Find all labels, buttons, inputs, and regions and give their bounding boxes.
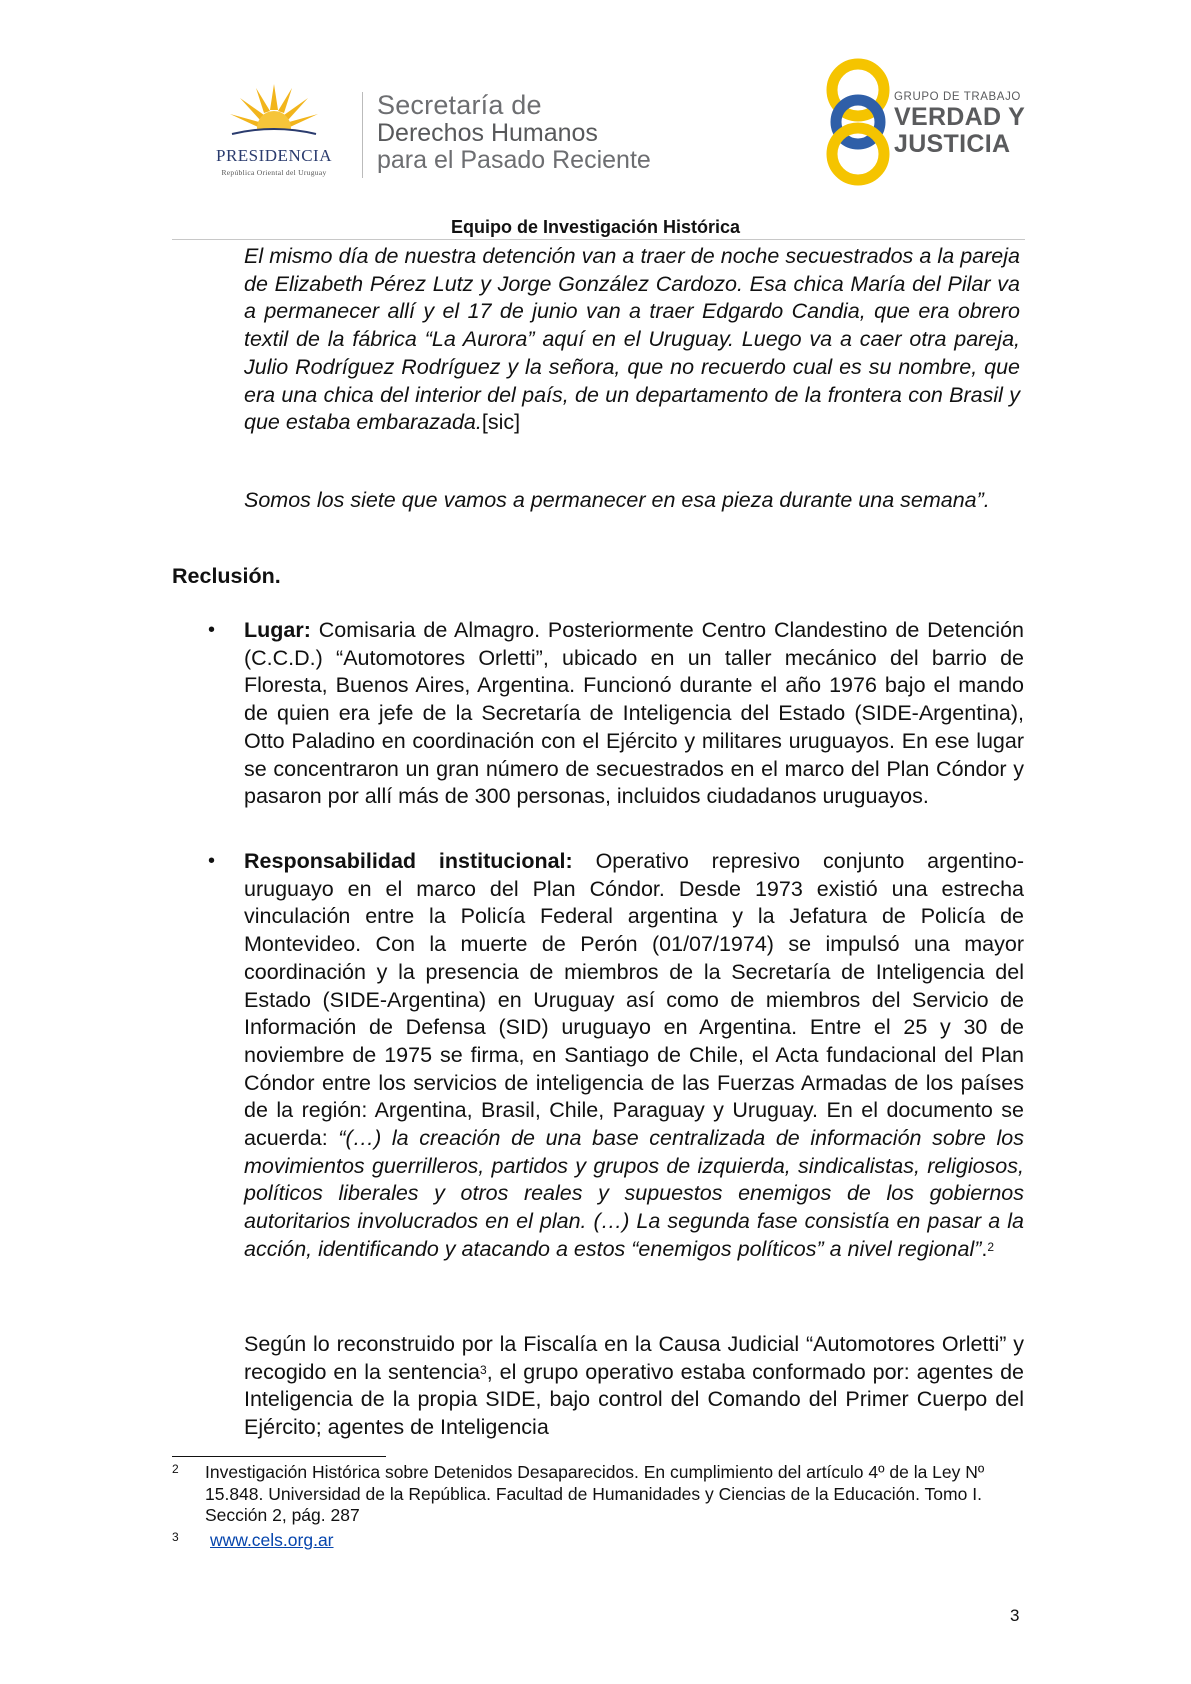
secretaria-line1: Secretaría de: [377, 90, 542, 120]
footnote-number: 3: [172, 1530, 179, 1544]
verdad-justicia-logo: [822, 56, 1042, 186]
quote-end: .: [981, 1236, 988, 1261]
secretaria-title: [377, 90, 651, 174]
secretaria-line2: Derechos Humanos: [377, 119, 598, 147]
footnote-2-text: Investigación Histórica sobre Detenidos Desaparecidos. En cumplimiento del artículo 4º de la Ley Nº 15.848. Universidad de la República. Facultad de Humanidades y Ciencias de la Educación. Tomo I. Sección 2, pág. 287: [205, 1462, 985, 1525]
bullet-marker: •: [208, 619, 216, 641]
presidencia-subtitle: República Oriental del Uruguay: [221, 168, 327, 177]
bullet-marker: •: [208, 850, 216, 872]
presidencia-wordmark: PRESIDENCIA: [215, 146, 332, 165]
gtvj-line1: GRUPO DE TRABAJO: [894, 91, 1021, 103]
footnote-ref-2[interactable]: 2: [987, 1239, 995, 1254]
bullet-lugar: [244, 617, 1024, 811]
bullet-responsabilidad: [244, 848, 1024, 1264]
quote-paragraph-1: [244, 243, 1020, 437]
responsabilidad-label: Responsabilidad institucional:: [244, 849, 573, 873]
gtvj-line2: VERDAD Y: [894, 103, 1026, 131]
orletti-paragraph: [244, 1331, 1024, 1442]
cels-link[interactable]: www.cels.org.ar: [210, 1530, 334, 1550]
presidencia-logo: [196, 80, 356, 180]
footnote-3-text: [210, 1530, 1030, 1552]
footnote-separator: [172, 1456, 386, 1457]
orletti-text-a: Según lo reconstruido por la Fiscalía en la Causa Judicial “Automotores Orletti” y recogido en la sentencia: [244, 1332, 1024, 1384]
page-number: 3: [1010, 1606, 1020, 1625]
quote-text-1: El mismo día de nuestra detención van a traer de noche secuestrados a la pareja de Elizabeth Pérez Lutz y Jorge González Cardozo. Esa chica María del Pilar va a permanecer allí y el 17 de junio van a traer Edgardo Candia, que era obrero textil de la fábrica “La Aurora” aquí en el Uruguay. Luego va a caer otra pareja, Julio Rodríguez Rodríguez y la señora, que no recuerdo cual es su nombre, que era una chica del interior del país, de un departamento de la frontera con Brasil y que estaba embarazada.: [244, 244, 1020, 435]
interlocked-rings-icon: [822, 56, 894, 186]
responsabilidad-text: Operativo represivo conjunto argentino-uruguayo en el marco del Plan Cóndor. Desde 1973 existió una estrecha vinculación entre la Policía Federal argentina y la Jefatura de Policía de Montevideo. Con la muerte de Perón (01/07/1974) se impulsó una mayor coordinación y la presencia de miembros de la Secretaría de Inteligencia del Estado (SIDE-Argentina) en Uruguay así como de miembros del Servicio de Información de Defensa (SID) uruguayo en Argentina. Entre el 25 y 30 de noviembre de 1975 se firma, en Santiago de Chile, el Acta fundacional del Plan Cóndor entre los servicios de inteligencia de las Fuerzas Armadas de los países de la región: Argentina, Brasil, Chile, Paraguay y Uruguay. En el documento se acuerda:: [244, 849, 1024, 1151]
plan-condor-quote: “(…) la creación de una base centralizada de información sobre los movimientos guerrilleros, partidos y grupos de izquierda, sindicalistas, religiosos, políticos liberales y otros reales y supuestos enemigos de los gobiernos autoritarios involucrados en el plan. (…) La segunda fase consistía en pasar a la acción, identificando y atacando a estos “enemigos políticos” a nivel regional”: [244, 1126, 1024, 1261]
footnote-number: 2: [172, 1462, 179, 1476]
header-divider: [362, 92, 363, 178]
lugar-label: Lugar:: [244, 618, 311, 642]
orletti-text-b: , el grupo operativo estaba conformado por: agentes de Inteligencia de la propia SIDE, bajo control del Comando del Primer Cuerpo del Ejército; agentes de Inteligencia: [244, 1359, 1024, 1440]
verdad-justicia-text: [894, 90, 1025, 158]
department-title: Equipo de Investigación Histórica: [450, 217, 741, 237]
gtvj-line3: JUSTICIA: [894, 130, 1011, 158]
secretaria-line3: para el Pasado Reciente: [377, 146, 651, 174]
sun-icon: [226, 80, 322, 146]
sic-mark: [sic]: [481, 410, 521, 435]
section-title: Reclusión.: [172, 564, 281, 588]
quote-paragraph-2: Somos los siete que vamos a permanecer en esa pieza durante una semana”.: [244, 488, 990, 512]
lugar-text: Comisaria de Almagro. Posteriormente Centro Clandestino de Detención (C.C.D.) “Automotores Orletti”, ubicado en un taller mecánico del barrio de Floresta, Buenos Aires, Argentina. Funcionó durante el año 1976 bajo el mando de quien era jefe de la Secretaría de Inteligencia del Estado (SIDE-Argentina), Otto Paladino en coordinación con el Ejército y militares uruguayos. En ese lugar se concentraron un gran número de secuestrados en el marco del Plan Cóndor y pasaron por allí más de 300 personas, incluidos ciudadanos uruguayos.: [244, 618, 1024, 809]
footnote-ref-3[interactable]: 3: [480, 1362, 487, 1377]
header-rule: [172, 239, 1025, 240]
